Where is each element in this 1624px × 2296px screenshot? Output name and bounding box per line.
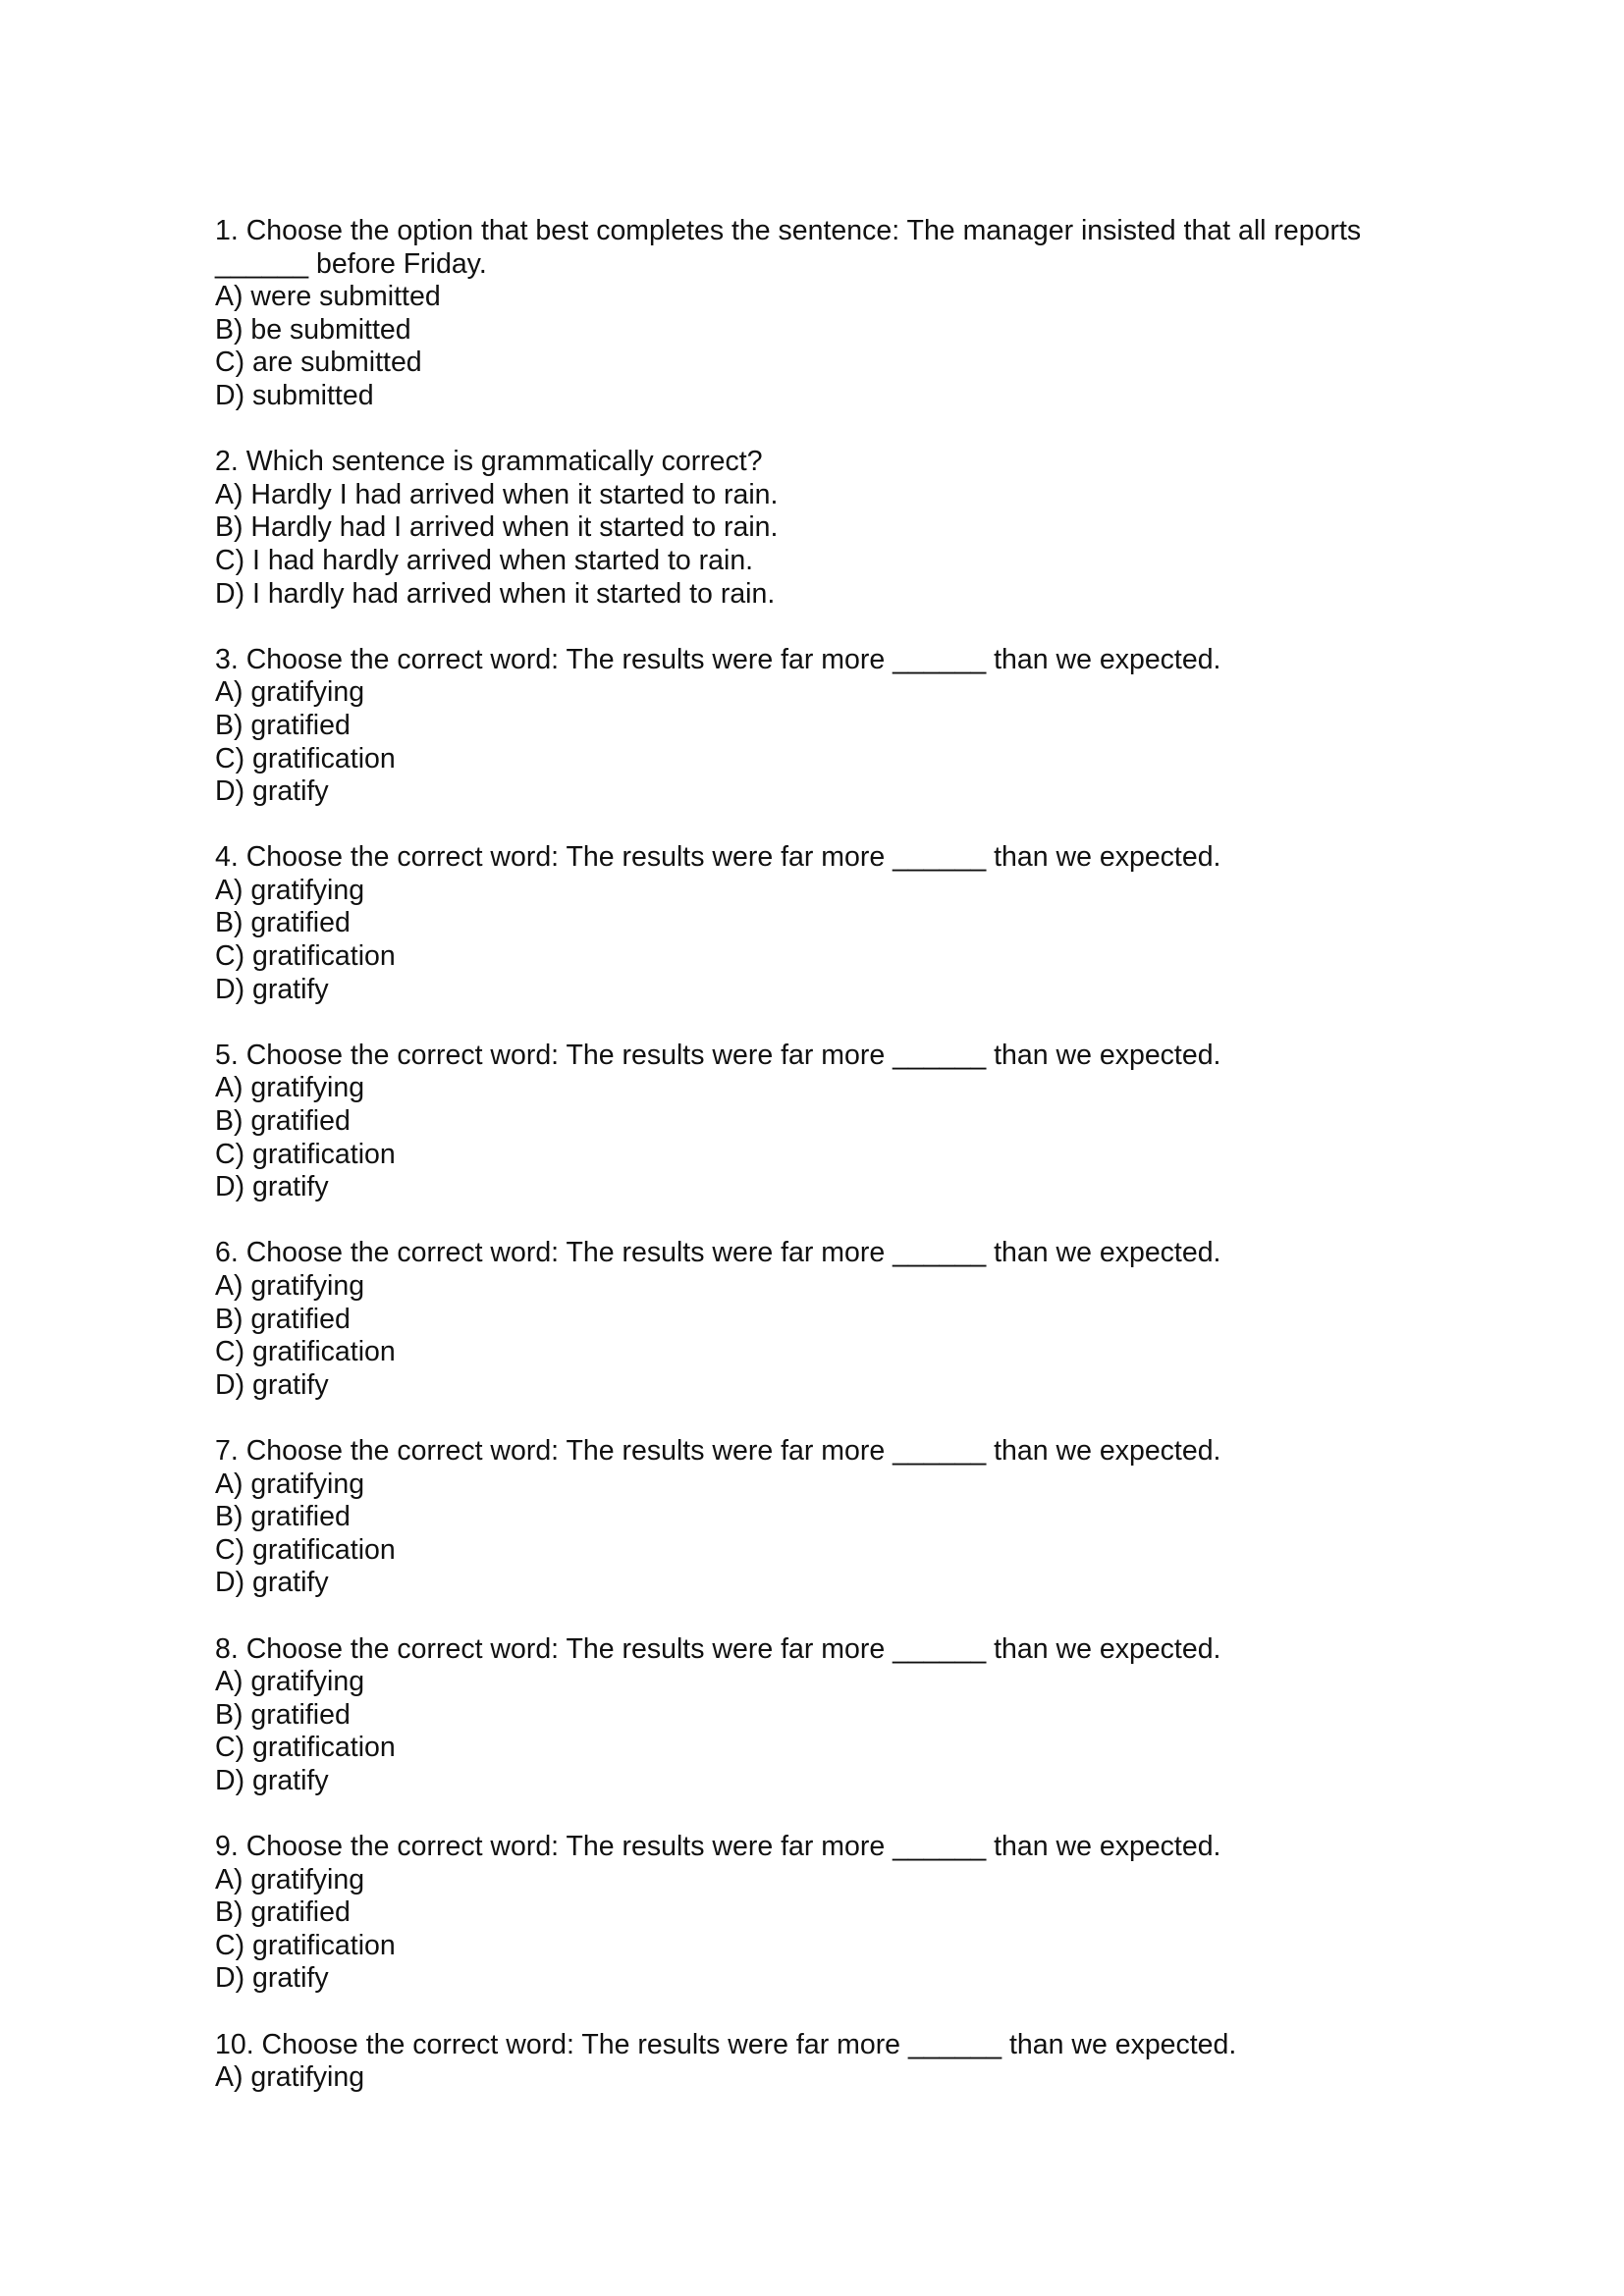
answer-option: D) I hardly had arrived when it started to rain. bbox=[215, 577, 776, 610]
question-block bbox=[215, 1237, 1374, 1402]
question-stem bbox=[215, 1633, 1374, 1667]
question-stem bbox=[215, 215, 1374, 281]
answer-option: B) gratified bbox=[215, 709, 351, 741]
question-block bbox=[215, 841, 1374, 1006]
question-text: Choose the correct word: The results were far more ______ than we expected. bbox=[245, 1831, 1221, 1863]
question-stem bbox=[215, 446, 1374, 479]
answer-option: D) gratify bbox=[215, 1962, 329, 1995]
answer-option: D) gratify bbox=[215, 1764, 329, 1796]
answer-option: D) gratify bbox=[215, 775, 329, 808]
question-text: Choose the correct word: The results were far more ______ than we expected. bbox=[245, 1632, 1221, 1665]
question-stem bbox=[215, 1237, 1374, 1270]
question-text: Choose the correct word: The results were far more ______ than we expected. bbox=[245, 841, 1221, 874]
question-number: 3. bbox=[215, 643, 239, 675]
answer-option: B) gratified bbox=[215, 1303, 351, 1335]
answer-option: D) submitted bbox=[215, 379, 374, 411]
question-stem bbox=[215, 841, 1374, 875]
answer-option: A) Hardly I had arrived when it started to rain. bbox=[215, 478, 779, 510]
question-stem bbox=[215, 2029, 1374, 2062]
question-block bbox=[215, 1633, 1374, 1798]
answer-option: B) gratified bbox=[215, 1105, 351, 1138]
question-stem bbox=[215, 1831, 1374, 1864]
answer-option: A) gratifying bbox=[215, 2061, 365, 2094]
question-block bbox=[215, 446, 1374, 611]
question-number: 9. bbox=[215, 1831, 239, 1863]
question-block bbox=[215, 1040, 1374, 1204]
question-number: 6. bbox=[215, 1237, 239, 1269]
answer-option: B) gratified bbox=[215, 907, 351, 939]
question-number: 1. bbox=[215, 215, 239, 246]
answer-option: C) gratification bbox=[215, 1929, 396, 1961]
answer-option: A) were submitted bbox=[215, 281, 441, 313]
question-text: Choose the option that best completes the sentence: The manager insisted that all reports ______ before Friday. bbox=[215, 215, 1362, 280]
question-stem bbox=[215, 644, 1374, 677]
answer-option: C) gratification bbox=[215, 940, 396, 973]
answer-option: C) I had hardly arrived when started to rain. bbox=[215, 544, 754, 576]
question-block bbox=[215, 2029, 1374, 2095]
question-number: 10. bbox=[215, 2028, 254, 2060]
answer-option: C) gratification bbox=[215, 1732, 396, 1764]
answer-option: A) gratifying bbox=[215, 676, 365, 709]
question-block bbox=[215, 1831, 1374, 1996]
answer-option: D) gratify bbox=[215, 1171, 329, 1203]
question-block bbox=[215, 1435, 1374, 1600]
question-text: Choose the correct word: The results were far more ______ than we expected. bbox=[245, 1039, 1221, 1071]
answer-option: A) gratifying bbox=[215, 1072, 365, 1104]
answer-option: B) gratified bbox=[215, 1896, 351, 1929]
question-block bbox=[215, 644, 1374, 809]
quiz-document bbox=[215, 215, 1374, 2127]
answer-option: D) gratify bbox=[215, 1567, 329, 1599]
question-text: Choose the correct word: The results were far more ______ than we expected. bbox=[245, 1434, 1221, 1467]
answer-option: B) Hardly had I arrived when it started to rain. bbox=[215, 511, 779, 544]
question-stem bbox=[215, 1040, 1374, 1073]
answer-option: D) gratify bbox=[215, 1368, 329, 1401]
question-block bbox=[215, 215, 1374, 413]
answer-option: C) gratification bbox=[215, 742, 396, 774]
question-number: 5. bbox=[215, 1039, 239, 1071]
question-number: 7. bbox=[215, 1434, 239, 1467]
answer-option: A) gratifying bbox=[215, 1270, 365, 1302]
answer-option: A) gratifying bbox=[215, 874, 365, 906]
answer-option: C) gratification bbox=[215, 1336, 396, 1368]
question-stem bbox=[215, 1435, 1374, 1468]
question-number: 4. bbox=[215, 841, 239, 874]
question-number: 2. bbox=[215, 446, 239, 478]
answer-option: B) gratified bbox=[215, 1698, 351, 1731]
answer-option: A) gratifying bbox=[215, 1468, 365, 1500]
answer-option: A) gratifying bbox=[215, 1666, 365, 1698]
question-text: Choose the correct word: The results were far more ______ than we expected. bbox=[245, 1237, 1221, 1269]
answer-option: D) gratify bbox=[215, 973, 329, 1005]
answer-option: C) gratification bbox=[215, 1533, 396, 1566]
question-text: Choose the correct word: The results were far more ______ than we expected. bbox=[245, 643, 1221, 675]
question-text: Which sentence is grammatically correct? bbox=[245, 446, 763, 478]
answer-option: C) gratification bbox=[215, 1138, 396, 1170]
answer-option: A) gratifying bbox=[215, 1863, 365, 1896]
answer-option: B) be submitted bbox=[215, 313, 411, 346]
answer-option: C) are submitted bbox=[215, 347, 422, 379]
answer-option: B) gratified bbox=[215, 1501, 351, 1533]
question-number: 8. bbox=[215, 1632, 239, 1665]
question-text: Choose the correct word: The results were far more ______ than we expected. bbox=[261, 2028, 1237, 2060]
